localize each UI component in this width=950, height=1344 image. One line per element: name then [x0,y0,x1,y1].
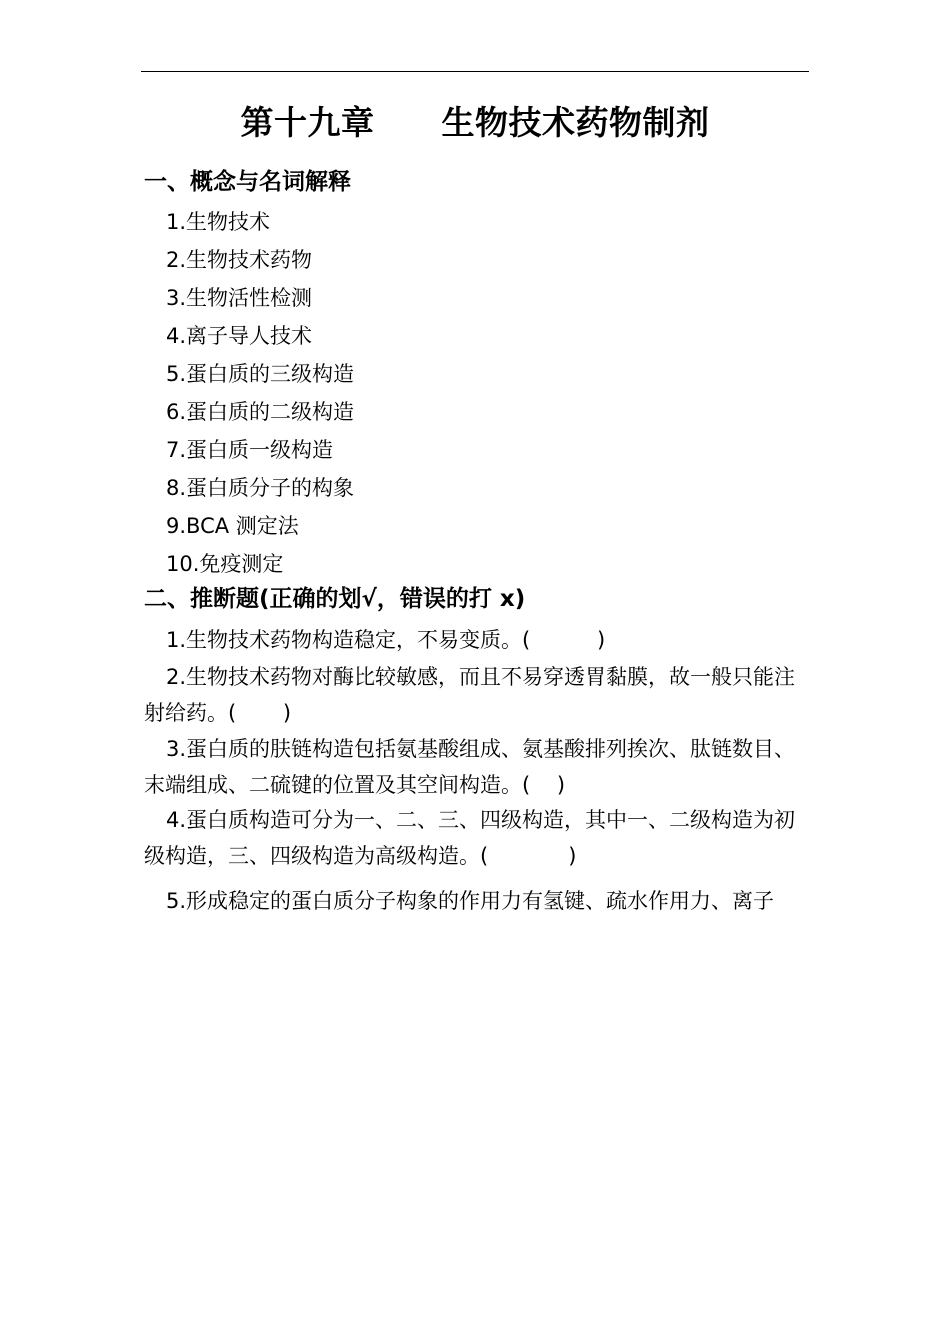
term-item: 4.离子导人技术 [166,324,313,348]
judgement-question: 4.蛋白质构造可分为一、二、三、四级构造，其中一、二级构造为初级构造，三、四级构造为高级构造。( ) [144,808,796,868]
term-item: 8.蛋白质分子的构象 [166,476,355,500]
judgement-question: 2.生物技术药物对酶比较敏感，而且不易穿透胃黏膜，故一般只能注射给药。( ) [144,665,796,725]
judgement-question: 1.生物技术药物构造稳定，不易变质。( ) [166,628,606,652]
term-item: 7.蛋白质一级构造 [166,438,334,462]
term-item: 3.生物活性检测 [166,286,313,310]
term-item: 5.蛋白质的三级构造 [166,362,355,386]
term-item: 10.免疫测定 [166,552,284,576]
judgement-question: 3.蛋白质的肤链构造包括氨基酸组成、氨基酸排列挨次、肽链数目、末端组成、二硫键的位置及其空间构造。( ) [144,737,796,797]
term-item: 1.生物技术 [166,210,271,234]
section-heading-judgement: 二、推断题(正确的划√，错误的打 x) [144,586,526,612]
section-heading-concepts: 一、概念与名词解释 [144,169,351,195]
term-item: 6.蛋白质的二级构造 [166,400,355,424]
header-rule [141,71,809,72]
term-item: 2.生物技术药物 [166,248,313,272]
term-item: 9.BCA 测定法 [166,514,299,538]
judgement-question: 5.形成稳定的蛋白质分子构象的作用力有氢键、疏水作用力、离子 [166,889,775,913]
chapter-title: 第十九章 生物技术药物制剂 [240,103,710,142]
